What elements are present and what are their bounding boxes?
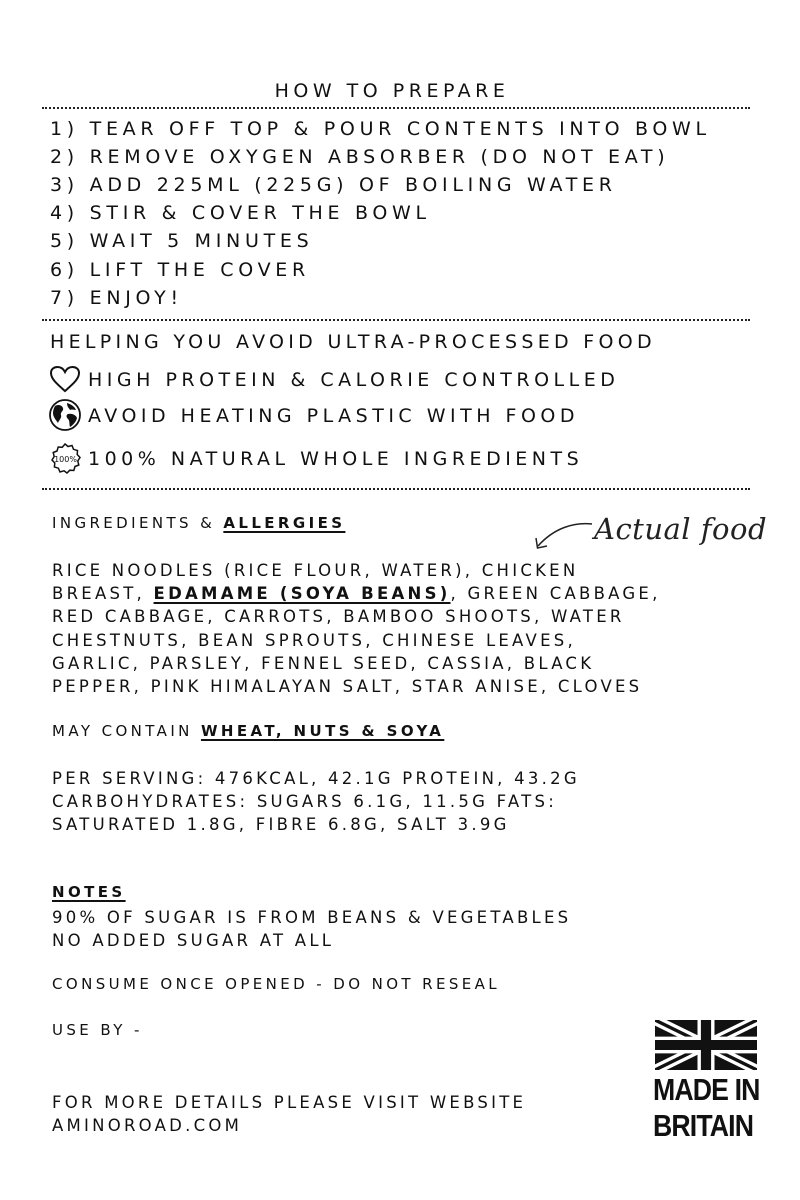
- website-line: FOR MORE DETAILS PLEASE VISIT WEBSITE: [52, 1093, 527, 1112]
- ingredients-list: [52, 559, 661, 698]
- ingredients-line: RICE NOODLES (RICE FLOUR, WATER), CHICKEN: [52, 561, 579, 580]
- britain-label: BRITAIN: [653, 1108, 754, 1143]
- website-url: AMINOROAD.COM: [52, 1116, 243, 1136]
- consume-note: CONSUME ONCE OPENED - DO NOT RESEAL: [52, 975, 501, 993]
- prepare-step: 1) TEAR OFF TOP & POUR CONTENTS INTO BOWL: [50, 118, 711, 140]
- ingredients-heading: [52, 514, 345, 532]
- prepare-step: 7) ENJOY!: [50, 287, 183, 309]
- website-info: [52, 1091, 526, 1137]
- globe-icon: [48, 398, 82, 432]
- may-contain-label: MAY CONTAIN: [52, 722, 201, 740]
- ingredients-text: BREAST,: [52, 584, 154, 604]
- union-jack-flag-icon: [655, 1020, 757, 1070]
- benefit-natural: 100% NATURAL WHOLE INGREDIENTS: [88, 448, 584, 470]
- notes-heading: NOTES: [52, 883, 126, 901]
- nutrition-info: [52, 767, 580, 837]
- heart-icon: [48, 364, 82, 394]
- may-contain: [52, 722, 444, 740]
- actual-food-annotation: Actual food: [594, 512, 768, 546]
- badge-100-icon: [48, 442, 82, 476]
- allergen-soya: EDAMAME (SOYA BEANS): [153, 584, 451, 604]
- prepare-step: 5) WAIT 5 MINUTES: [50, 230, 314, 252]
- ingredients-label: INGREDIENTS &: [52, 514, 224, 532]
- ingredients-line: RED CABBAGE, CARROTS, BAMBOO SHOOTS, WATER: [52, 607, 625, 627]
- notes-text: [52, 906, 571, 952]
- benefits-heading: HELPING YOU AVOID ULTRA-PROCESSED FOOD: [50, 331, 656, 353]
- made-in-label: MADE IN: [653, 1072, 760, 1107]
- ingredients-line: PEPPER, PINK HIMALAYAN SALT, STAR ANISE, CLOVES: [52, 677, 643, 697]
- prepare-title: HOW TO PREPARE: [274, 80, 510, 102]
- ingredients-line: [52, 582, 661, 605]
- divider: [42, 488, 750, 490]
- notes-line: 90% OF SUGAR IS FROM BEANS & VEGETABLES: [52, 908, 572, 927]
- nutrition-line: PER SERVING: 476KCAL, 42.1G PROTEIN, 43.2G: [52, 769, 580, 788]
- use-by: USE BY -: [52, 1021, 143, 1039]
- prepare-step: 6) LIFT THE COVER: [50, 259, 310, 281]
- divider: [42, 107, 750, 109]
- badge-100-label: 100%: [54, 455, 77, 464]
- nutrition-line: SATURATED 1.8G, FIBRE 6.8G, SALT 3.9G: [52, 815, 510, 835]
- benefit-protein: HIGH PROTEIN & CALORIE CONTROLLED: [88, 369, 620, 391]
- ingredients-text: , GREEN CABBAGE,: [450, 584, 661, 604]
- nutrition-line: CARBOHYDRATES: SUGARS 6.1G, 11.5G FATS:: [52, 792, 558, 812]
- ingredients-line: GARLIC, PARSLEY, FENNEL SEED, CASSIA, BLACK: [52, 653, 595, 673]
- arrow-icon: [532, 520, 594, 552]
- may-contain-allergens: WHEAT, NUTS & SOYA: [200, 722, 445, 740]
- prepare-step: 2) REMOVE OXYGEN ABSORBER (DO NOT EAT): [50, 146, 670, 168]
- benefit-plastic: AVOID HEATING PLASTIC WITH FOOD: [88, 405, 580, 427]
- prepare-step: 4) STIR & COVER THE BOWL: [50, 202, 431, 224]
- divider: [42, 319, 750, 321]
- ingredients-line: CHESTNUTS, BEAN SPROUTS, CHINESE LEAVES,: [52, 630, 576, 650]
- notes-line: NO ADDED SUGAR AT ALL: [52, 931, 335, 951]
- prepare-step: 3) ADD 225ML (225G) OF BOILING WATER: [50, 174, 617, 196]
- allergies-label: ALLERGIES: [223, 514, 346, 532]
